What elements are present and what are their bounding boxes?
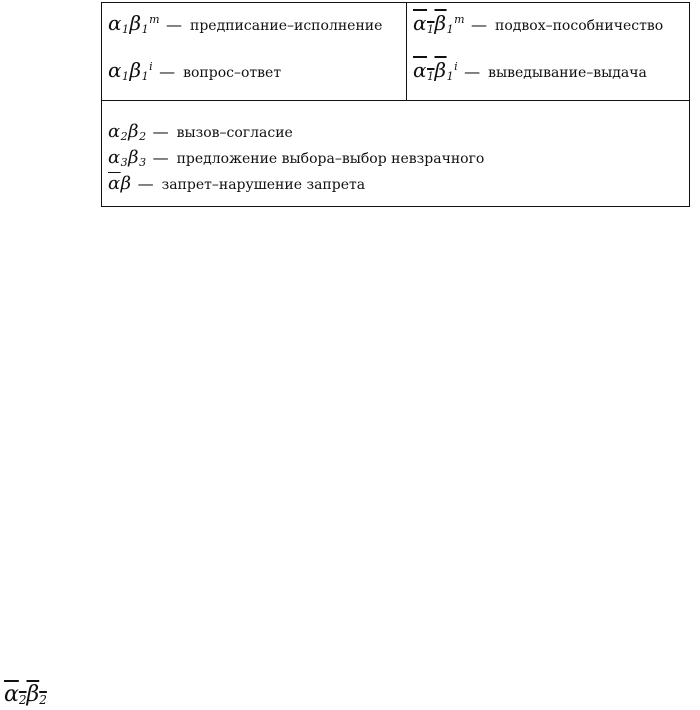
entry-reconnaissance <box>413 58 647 86</box>
entry-dash: — <box>137 174 154 193</box>
entry-label: подвох–пособничество <box>495 18 664 34</box>
entry-label: вызов–согласие <box>176 125 293 141</box>
function-table <box>101 2 690 207</box>
entry-question <box>108 58 281 86</box>
entry-label: вопрос–ответ <box>183 65 282 81</box>
table-top-row <box>102 3 689 101</box>
entry-label: предписание–исполнение <box>190 18 383 34</box>
entry-trick <box>413 11 663 39</box>
entry-dash: — <box>159 62 176 81</box>
entry-prohibition <box>108 173 484 196</box>
formula-alpha3-beta3: $\alpha_3\beta_3$ <box>108 147 147 169</box>
entry-challenge <box>108 121 484 147</box>
table-cell-right <box>407 3 689 100</box>
entry-dash: — <box>464 62 481 81</box>
entry-label: запрет–нарушение запрета <box>161 177 366 193</box>
formula-alpha1-beta1-m: $\alpha_1\beta_1^m$ <box>108 11 161 36</box>
formula-alpha2-beta2: $\alpha_2\beta_2$ <box>108 121 147 143</box>
formula-alpha-bar-beta: $\overline{\alpha}\beta$ <box>108 173 132 194</box>
entry-dash: — <box>471 15 488 34</box>
formula-overline-alpha1-beta1-i: $\alpha_1\beta_1^i$ <box>413 58 459 83</box>
entry-choice <box>108 147 484 173</box>
entry-prescription <box>108 11 382 39</box>
formula-overline-alpha1-beta1-m: $\alpha_1\beta_1^m$ <box>413 11 466 36</box>
entry-dash: — <box>152 122 169 141</box>
entry-dash: — <box>152 148 169 167</box>
table-cell-left <box>102 3 407 100</box>
table-bottom-row <box>108 121 484 196</box>
formula-alpha1-beta1-i: $\alpha_1\beta_1^i$ <box>108 58 154 83</box>
entry-dash: — <box>166 15 183 34</box>
entry-label: предложение выбора–выбор невзрачного <box>176 151 485 167</box>
footer-formula-overline-alpha2-beta2: $\alpha_2\beta_2$ <box>4 682 47 707</box>
entry-label: выведывание–выдача <box>488 65 647 81</box>
